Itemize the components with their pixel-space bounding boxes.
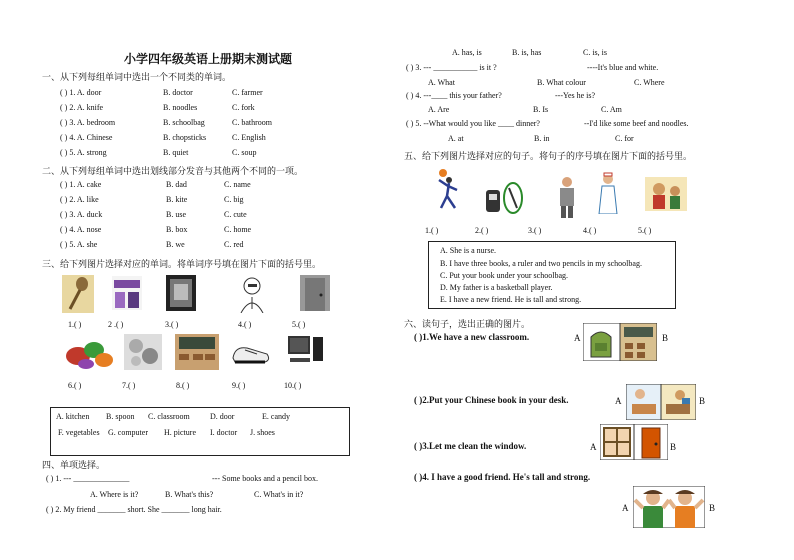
- s6-q3: ( )3.Let me clean the window.: [414, 441, 527, 451]
- s5-sentence-b: B. I have three books, a ruler and two pencils in my schoolbag.: [440, 259, 642, 268]
- kitchen-picture: [112, 276, 142, 310]
- s6-q1: ( )1.We have a new classroom.: [414, 332, 530, 342]
- s4-q1-option-a: A. Where is it?: [90, 490, 139, 499]
- s1-row-4-c: C. English: [232, 133, 266, 142]
- q5-option-b: B. in: [534, 134, 550, 143]
- section-5-heading: 五、给下列图片选择对应的句子。将句子的序号填在图片下面的括号里。: [404, 151, 693, 161]
- s3-option-f: F. vegetables: [58, 428, 100, 437]
- s1-row-2-b: B. noodles: [163, 103, 198, 112]
- q4-answer: ---Yes he is?: [555, 91, 596, 100]
- q2-option-b: B. is, has: [512, 48, 542, 57]
- s3-option-h: H. picture: [164, 428, 196, 437]
- s6-q3-pictures: [600, 424, 668, 460]
- q4-option-c: C. Am: [601, 105, 622, 114]
- section-3-heading: 三、给下列图片选择对应的单词。将单词序号填在图片下面的括号里。: [42, 259, 322, 269]
- s6-q1-b-label: B: [662, 333, 669, 343]
- s1-row-1-b: B. doctor: [163, 88, 193, 97]
- s4-q2-stem: ( ) 2. My friend _______ short. She _______ long hair.: [46, 505, 222, 514]
- section-4-heading: 四、单项选择。: [42, 460, 106, 470]
- s5-label-4: 4.( ): [583, 226, 597, 235]
- s1-row-4-a: ( ) 4. A. Chinese: [60, 133, 113, 142]
- schoolbag-items-picture: [484, 180, 524, 216]
- s2-row-2-b: B. kite: [166, 195, 188, 204]
- q2-option-c: C. is, is: [583, 48, 608, 57]
- s1-row-5-c: C. soup: [232, 148, 257, 157]
- s2-row-2-a: ( ) 2. A. like: [60, 195, 99, 204]
- q4-option-a: A. Are: [428, 105, 450, 114]
- s3-label-8: 8.( ): [176, 381, 190, 390]
- s2-row-2-c: C. big: [224, 195, 244, 204]
- s2-row-5-c: C. red: [224, 240, 244, 249]
- vegetables-picture: [64, 334, 114, 370]
- s3-label-5: 5.( ): [292, 320, 306, 329]
- s2-row-3-a: ( ) 3. A. duck: [60, 210, 103, 219]
- s6-q4: ( )4. I have a good friend. He's tall and strong.: [414, 472, 591, 482]
- s1-row-1-c: C. farmer: [232, 88, 263, 97]
- s3-option-g: G. computer: [108, 428, 148, 437]
- s2-row-3-b: B. use: [166, 210, 186, 219]
- s3-label-2: 2 .( ): [108, 320, 124, 329]
- s4-q1-option-b: B. What's this?: [165, 490, 214, 499]
- s2-row-4-b: B. box: [166, 225, 188, 234]
- s3-option-b: B. spoon: [106, 412, 135, 421]
- q4-stem: ( ) 4. ---____ this your father?: [406, 91, 502, 100]
- section-2-heading: 二、从下列每组单词中选出划线部分发音与其他两个不同的一项。: [42, 166, 304, 176]
- s3-label-9: 9.( ): [232, 381, 246, 390]
- q3-option-a: A. What: [428, 78, 455, 87]
- q3-option-b: B. What colour: [537, 78, 586, 87]
- s3-option-a: A. kitchen: [56, 412, 90, 421]
- s3-option-d: D. door: [210, 412, 235, 421]
- q4-option-b: B. Is: [533, 105, 549, 114]
- s5-label-3: 3.( ): [528, 226, 542, 235]
- q5-option-a: A. at: [448, 134, 464, 143]
- s3-label-3: 3.( ): [165, 320, 179, 329]
- s2-row-4-c: C. home: [224, 225, 252, 234]
- candy-picture: [124, 334, 162, 370]
- section-6-heading: 六、读句子，选出正确的图片。: [404, 319, 531, 329]
- s3-label-4: 4.( ): [238, 320, 252, 329]
- section-1-heading: 一、从下列每组单词中选出一个不同类的单词。: [42, 72, 232, 82]
- s4-q1-answer: --- Some books and a pencil box.: [212, 474, 318, 483]
- s6-q2-a-label: A: [615, 396, 622, 406]
- computer-picture: [286, 334, 326, 366]
- s6-q3-a-label: A: [590, 442, 597, 452]
- s2-row-3-c: C. cute: [224, 210, 247, 219]
- s2-row-1-c: C. name: [224, 180, 251, 189]
- door-picture: [300, 275, 330, 311]
- s2-row-5-a: ( ) 5. A. she: [60, 240, 98, 249]
- s3-option-i: I. doctor: [210, 428, 238, 437]
- s1-row-5-a: ( ) 5. A. strong: [60, 148, 107, 157]
- s3-label-7: 7.( ): [122, 381, 136, 390]
- s3-option-j: J. shoes: [250, 428, 275, 437]
- q3-option-c: C. Where: [634, 78, 665, 87]
- s4-q1-stem: ( ) 1. --- ______________: [46, 474, 130, 483]
- s5-sentence-c: C. Put your book under your schoolbag.: [440, 271, 568, 280]
- s3-option-e: E. candy: [262, 412, 290, 421]
- s6-q4-a-label: A: [622, 503, 629, 513]
- s6-q2-pictures: [626, 384, 696, 420]
- s1-row-3-a: ( ) 3. A. bedroom: [60, 118, 116, 127]
- q5-answer: --I'd like some beef and noodles.: [584, 119, 689, 128]
- q2-option-a: A. has, is: [452, 48, 482, 57]
- q5-stem: ( ) 5. --What would you like ____ dinner?: [406, 119, 540, 128]
- friend-picture: [645, 177, 687, 211]
- s5-sentence-e: E. I have a new friend. He is tall and strong.: [440, 295, 582, 304]
- s3-label-10: 10.( ): [284, 381, 302, 390]
- s2-row-5-b: B. we: [166, 240, 185, 249]
- s6-q4-pictures: [633, 486, 705, 528]
- s6-q2: ( )2.Put your Chinese book in your desk.: [414, 395, 569, 405]
- s1-row-1-a: ( ) 1. A. door: [60, 88, 102, 97]
- s5-label-1: 1.( ): [425, 226, 439, 235]
- s5-sentence-a: A. She is a nurse.: [440, 246, 496, 255]
- s6-q4-b-label: B: [709, 503, 716, 513]
- q3-answer: ----It's blue and white.: [587, 63, 659, 72]
- s6-q1-a-label: A: [574, 333, 581, 343]
- s6-q1-pictures: [583, 323, 657, 361]
- s1-row-2-a: ( ) 2. A. knife: [60, 103, 104, 112]
- basketball-player-picture: [431, 168, 463, 212]
- s2-row-4-a: ( ) 4. A. nose: [60, 225, 102, 234]
- doctor-picture: [238, 275, 266, 313]
- page-title: 小学四年级英语上册期末测试题: [124, 52, 293, 66]
- s2-row-1-b: B. dad: [166, 180, 187, 189]
- spoon-picture: [62, 275, 94, 313]
- s6-q3-b-label: B: [670, 442, 677, 452]
- s6-q2-b-label: B: [699, 396, 706, 406]
- s3-label-6: 6.( ): [68, 381, 82, 390]
- q5-option-c: C. for: [615, 134, 634, 143]
- s1-row-5-b: B. quiet: [163, 148, 189, 157]
- picture-picture: [166, 275, 196, 311]
- s5-label-2: 2.( ): [475, 226, 489, 235]
- s5-sentence-d: D. My father is a basketball player.: [440, 283, 553, 292]
- s1-row-2-c: C. fork: [232, 103, 255, 112]
- s5-label-5: 5.( ): [638, 226, 652, 235]
- s1-row-3-c: C. bathroom: [232, 118, 272, 127]
- nurse-picture: [596, 172, 620, 214]
- shoes-picture: [231, 336, 271, 366]
- classroom-picture: [175, 334, 219, 370]
- s2-row-1-a: ( ) 1. A. cake: [60, 180, 102, 189]
- s4-q1-option-c: C. What's in it?: [254, 490, 304, 499]
- s3-label-1: 1.( ): [68, 320, 82, 329]
- s1-row-4-b: B. chopsticks: [163, 133, 207, 142]
- s1-row-3-b: B. schoolbag: [163, 118, 205, 127]
- q3-stem: ( ) 3. --- ___________ is it ?: [406, 63, 497, 72]
- father-picture: [556, 176, 578, 218]
- s3-option-c: C. classroom: [148, 412, 190, 421]
